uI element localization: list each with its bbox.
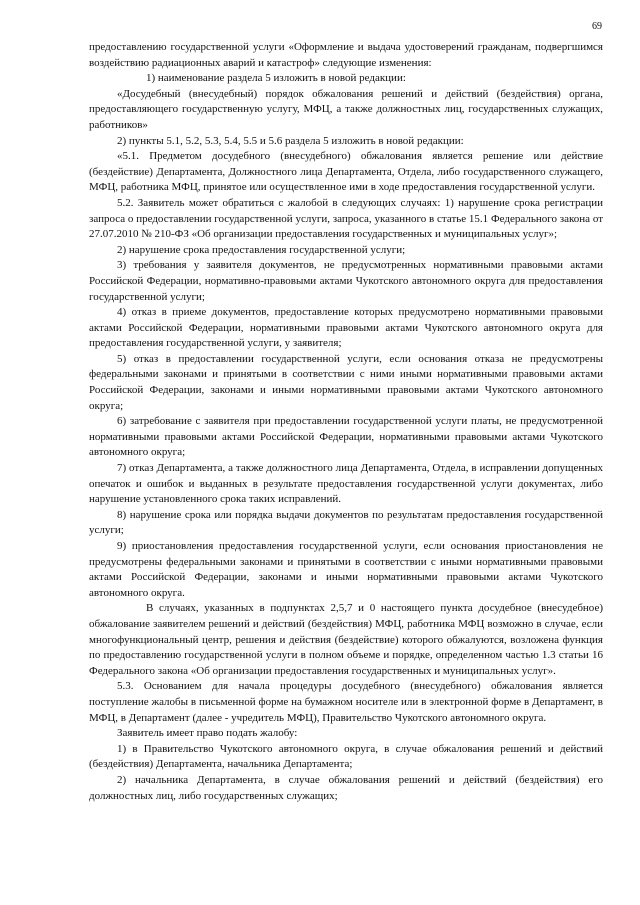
- list-item: 2) начальника Департамента, в случае обжалования решений и действий (бездействия) его должностных лиц, либо государственных служащих;: [89, 773, 603, 802]
- list-item: 9) приостановления предоставления государственной услуги, если основания приостановления не предусмотрены федеральными законами и принятыми в соответствии с иными нормативными правовыми актами Российской Федерации, законами и иными нормативными правовыми актами Чукотского автономного округа.: [89, 540, 603, 599]
- list-item: 2) нарушение срока предоставления государственной услуги;: [117, 243, 406, 256]
- paragraph: 5.2. Заявитель может обратиться с жалобой в следующих случаях: 1) нарушение срока регистрации запроса о предоставлении государственной услуги, запроса, указанного в статье 15.1 Федерального закона от 27.07.2010 № 210-ФЗ «Об организации предоставления государственных и муниципальных услуг»;: [89, 196, 603, 241]
- paragraph: «5.1. Предметом досудебного (внесудебного) обжалования является решение или действие (бездействие) Департамента, Должностного лица Департамента, Отдела, либо государственного служащего, МФЦ, работника МФЦ, принятое или осуществленное ими в ходе предоставления государственной услуги.: [89, 150, 603, 194]
- paragraph: «Досудебный (внесудебный) порядок обжалования решений и действий (бездействия) органа, предоставляющего государственную услугу, МФЦ, а также должностных лиц, государственных служащих, работников»: [89, 87, 603, 131]
- paragraph: 5.3. Основанием для начала процедуры досудебного (внесудебного) обжалования является поступление жалобы в письменной форме на бумажном носителе или в электронной форме в Департамент, в МФЦ, в Департамент (далее - учредитель МФЦ), Правительство Чукотского автономного округа.: [89, 680, 603, 724]
- list-item: 3) требования у заявителя документов, не предусмотренных нормативными правовыми актами Российской Федерации, нормативно-правовыми актами Чукотского автономного округа для предоставления государственной услуги;: [89, 259, 603, 303]
- list-item: 6) затребование с заявителя при предоставлении государственной услуги платы, не предусмотренной нормативными правовыми актами Российской Федерации, нормативными правовыми актами Чукотского автономного округа;: [89, 415, 603, 459]
- list-item: 5) отказ в предоставлении государственной услуги, если основания отказа не предусмотрены федеральными законами и принятыми в соответствии с ними иными нормативными правовыми актами Российской Федерации, законами и иными нормативными правовыми актами Чукотского автономного округа;: [89, 352, 603, 412]
- paragraph: 1) наименование раздела 5 изложить в новой редакции:: [146, 72, 406, 85]
- list-item: 1) в Правительство Чукотского автономного округа, в случае обжалования решений и действий (бездействия) Департамента, начальника Департамента;: [89, 742, 603, 771]
- paragraph: предоставлению государственной услуги «Оформление и выдача удостоверений гражданам, подвергшимся воздействию радиационных аварий и катастроф» следующие изменения:: [89, 41, 603, 69]
- list-item: 8) нарушение срока или порядка выдачи документов по результатам предоставления государственной услуги;: [89, 508, 603, 537]
- document-body: [89, 40, 603, 804]
- paragraph: В случаях, указанных в подпунктах 2,5,7 и 0 настоящего пункта досудебное (внесудебное) обжалование заявителем решений и действий (бездействия) МФЦ, работника МФЦ возможно в случае, если многофункциональный центр, решения и действия (бездействие) которого обжалуются, возложена функция по предоставлению государственной услуги в полном объеме и порядке, определенном частью 1.3 статьи 16 Федерального закона «Об организации предоставления государственных и муниципальных услуг».: [89, 602, 603, 677]
- list-item: 7) отказ Департамента, а также должностного лица Департамента, Отдела, в исправлении допущенных опечаток и ошибок и выданных в результате предоставления государственной услуги документах, либо нарушение установленного срока таких исправлений.: [89, 462, 603, 506]
- paragraph: 2) пункты 5.1, 5.2, 5.3, 5.4, 5.5 и 5.6 раздела 5 изложить в новой редакции:: [117, 134, 464, 147]
- page-number: 69: [592, 21, 602, 32]
- list-item: 4) отказ в приеме документов, предоставление которых предусмотрено нормативными правовыми актами Российской Федерации, нормативными правовыми актами Чукотского автономного округа для предоставления государственной услуги, у заявителя;: [89, 306, 603, 350]
- paragraph: Заявитель имеет право подать жалобу:: [117, 727, 298, 740]
